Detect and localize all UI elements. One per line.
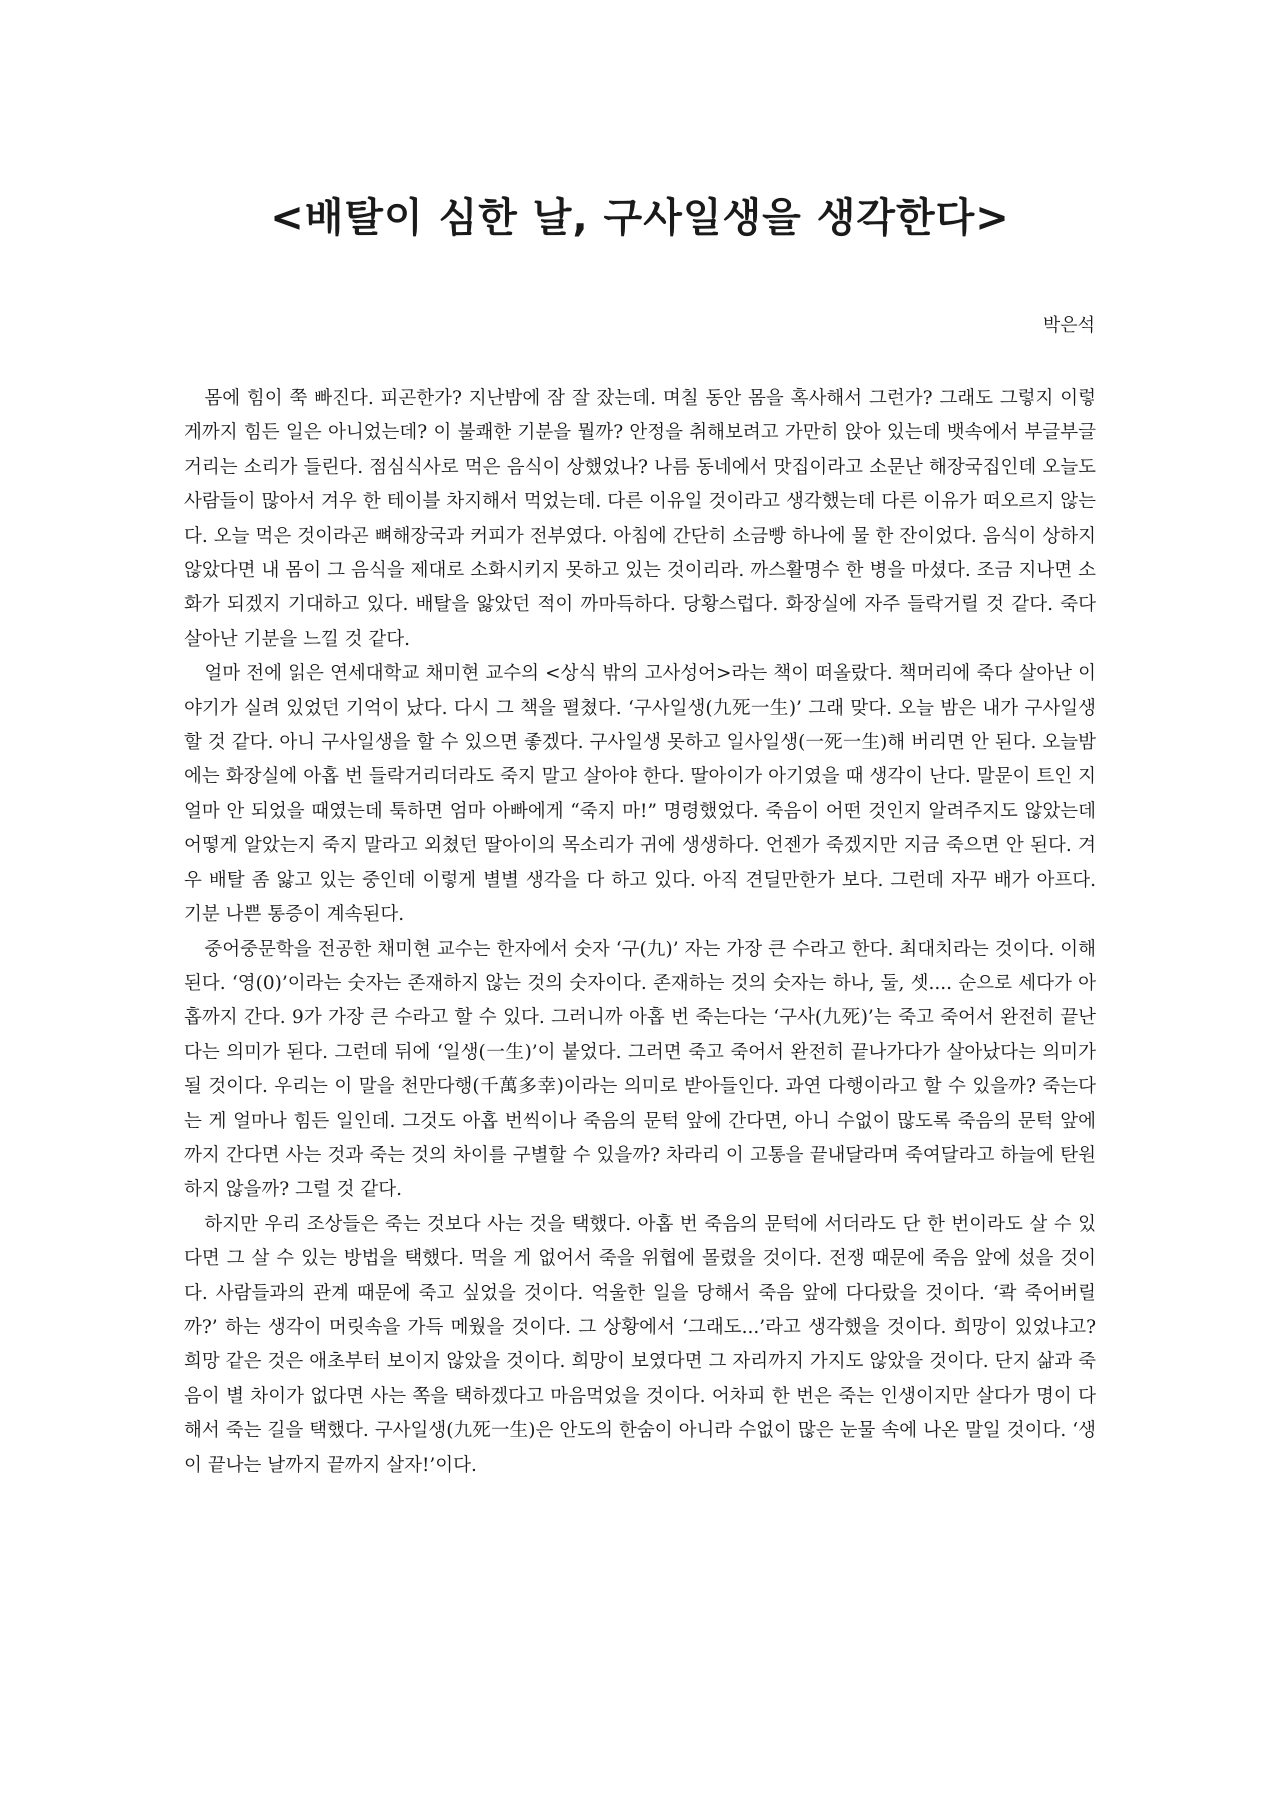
paragraph: 몸에 힘이 쭉 빠진다. 피곤한가? 지난밤에 잠 잘 잤는데. 며칠 동안 몸을 혹사해서 그런가? 그래도 그렇지 이렇게까지 힘든 일은 아니었는데? 이 불쾌한 기분을 뭘까? 안정을 취해보려고 가만히 앉아 있는데 뱃속에서 부글부글거리는 소리가 들린다. 점심식사로 먹은 음식이 상했었나? 나름 동네에서 맛집이라고 소문난 해장국집인데 오늘도 사람들이 많아서 겨우 한 테이블 차지해서 먹었는데. 다른 이유일 것이라고 생각했는데 다른 이유가 떠오르지 않는다. 오늘 먹은 것이라곤 뼈해장국과 커피가 전부였다. 아침에 간단히 소금빵 하나에 물 한 잔이었다. 음식이 상하지 않았다면 내 몸이 그 음식을 제대로 소화시키지 못하고 있는 것이리라. 까스활명수 한 병을 마셨다. 조금 지나면 소화가 되겠지 기대하고 있다. 배탈을 앓았던 적이 까마득하다. 당황스럽다. 화장실에 자주 들락거릴 것 같다. 죽다 살아난 기분을 느낄 것 같다. (184, 388, 1096, 650)
paragraph: 하지만 우리 조상들은 죽는 것보다 사는 것을 택했다. 아홉 번 죽음의 문턱에 서더라도 단 한 번이라도 살 수 있다면 그 살 수 있는 방법을 택했다. 먹을 게 없어서 죽을 위협에 몰렸을 것이다. 전쟁 때문에 죽음 앞에 섰을 것이다. 사람들과의 관계 때문에 죽고 싶었을 것이다. 억울한 일을 당해서 죽음 앞에 다다랐을 것이다. ‘콱 죽어버릴까?’ 하는 생각이 머릿속을 가득 메웠을 것이다. 그 상황에서 ‘그래도...’라고 생각했을 것이다. 희망이 있었냐고? 희망 같은 것은 애초부터 보이지 않았을 것이다. 희망이 보였다면 그 자리까지 가지도 않았을 것이다. 단지 삶과 죽음이 별 차이가 없다면 사는 쪽을 택하겠다고 마음먹었을 것이다. 어차피 한 번은 죽는 인생이지만 살다가 명이 다해서 죽는 길을 택했다. 구사일생(九死一生)은 안도의 한숨이 아니라 수없이 많은 눈물 속에 나온 말일 것이다. ‘생이 끝나는 날까지 끝까지 살자!’이다. (184, 1213, 1096, 1476)
paragraph: 중어중문학을 전공한 채미현 교수는 한자에서 숫자 ‘구(九)’ 자는 가장 큰 수라고 한다. 최대치라는 것이다. 이해된다. ‘영(0)’이라는 숫자는 존재하지 않는 것의 숫자이다. 존재하는 것의 숫자는 하나, 둘, 셋.... 순으로 세다가 아홉까지 간다. 9가 가장 큰 수라고 할 수 있다. 그러니까 아홉 번 죽는다는 ‘구사(九死)’는 죽고 죽어서 완전히 끝난다는 의미가 된다. 그런데 뒤에 ‘일생(一生)’이 붙었다. 그러면 죽고 죽어서 완전히 끝나가다가 살아났다는 의미가 될 것이다. 우리는 이 말을 천만다행(千萬多幸)이라는 의미로 받아들인다. 과연 다행이라고 할 수 있을까? 죽는다는 게 얼마나 힘든 일인데. 그것도 아홉 번씩이나 죽음의 문턱 앞에 간다면, 아니 수없이 많도록 죽음의 문턱 앞에까지 간다면 사는 것과 죽는 것의 차이를 구별할 수 있을까? 차라리 이 고통을 끝내달라며 죽여달라고 하늘에 탄원하지 않을까? 그럴 것 같다. (184, 938, 1096, 1201)
document-body (184, 382, 1096, 1483)
paragraph: 얼마 전에 읽은 연세대학교 채미현 교수의 <상식 밖의 고사성어>라는 책이 떠올랐다. 책머리에 죽다 살아난 이야기가 실려 있었던 기억이 났다. 다시 그 책을 펼쳤다. ‘구사일생(九死一生)’ 그래 맞다. 오늘 밤은 내가 구사일생할 것 같다. 아니 구사일생을 할 수 있으면 좋겠다. 구사일생 못하고 일사일생(一死一生)해 버리면 안 된다. 오늘밤에는 화장실에 아홉 번 들락거리더라도 죽지 말고 살아야 한다. 딸아이가 아기였을 때 생각이 난다. 말문이 트인 지 얼마 안 되었을 때였는데 툭하면 엄마 아빠에게 “죽지 마!” 명령했었다. 죽음이 어떤 것인지 알려주지도 않았는데 어떻게 알았는지 죽지 말라고 외쳤던 딸아이의 목소리가 귀에 생생하다. 언젠가 죽겠지만 지금 죽으면 안 된다. 겨우 배탈 좀 앓고 있는 중인데 이렇게 별별 생각을 다 하고 있다. 아직 견딜만한가 보다. 그런데 자꾸 배가 아프다. 기분 나쁜 통증이 계속된다. (184, 663, 1096, 926)
author-name: 박은석 (1042, 315, 1095, 336)
document-title: <배탈이 심한 날, 구사일생을 생각한다> (270, 195, 1010, 241)
